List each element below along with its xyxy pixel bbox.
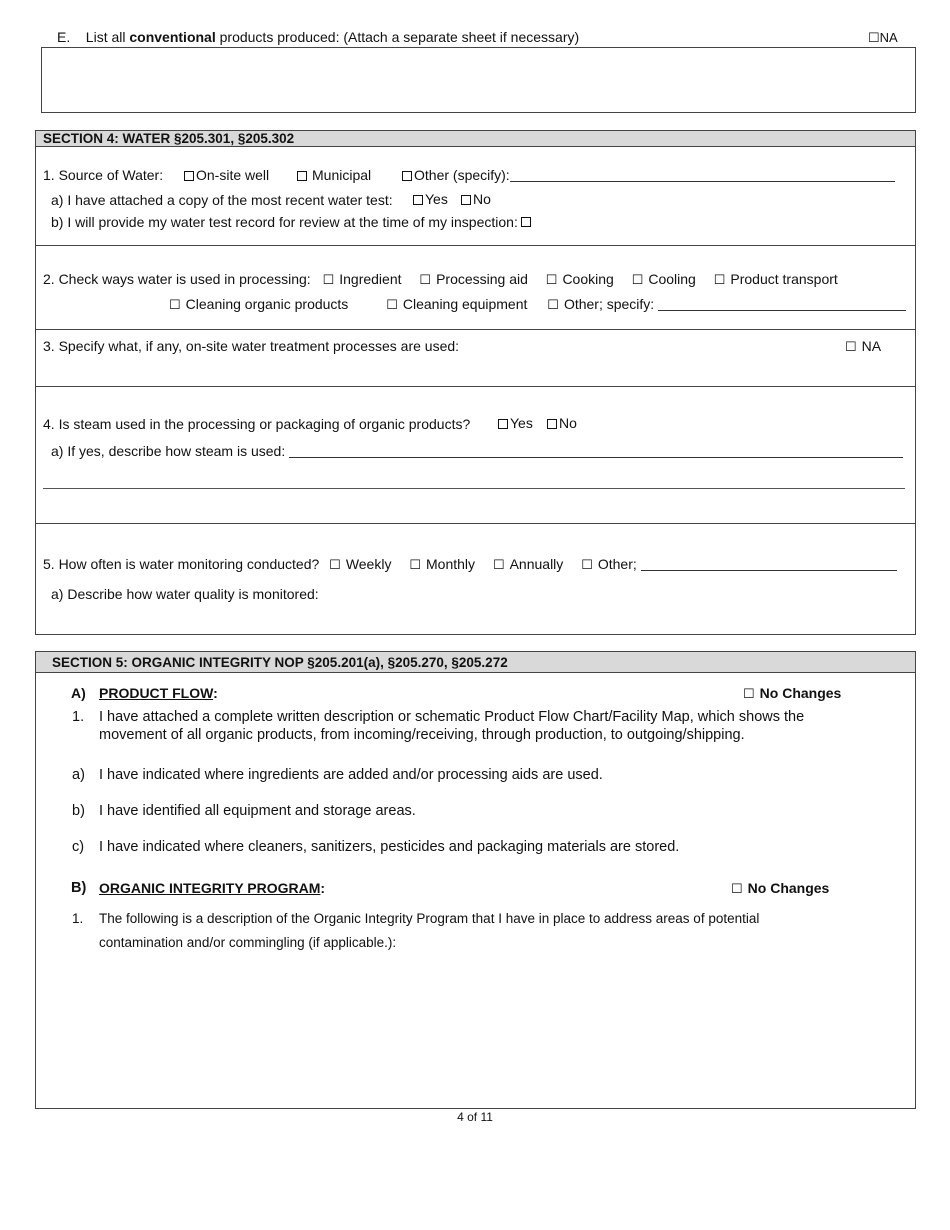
item-e-suffix: products produced: (Attach a separate sheet if necessary) bbox=[219, 29, 580, 45]
q5-option-monthly[interactable] bbox=[409, 556, 475, 572]
section-b-item1-line2: contamination and/or commingling (if applicable.): bbox=[99, 935, 397, 950]
q2-option-cleaning-equipment[interactable] bbox=[386, 296, 527, 312]
q2-row2 bbox=[169, 296, 906, 313]
divider bbox=[35, 245, 916, 246]
checkbox-icon[interactable]: ☐ bbox=[743, 686, 755, 701]
checkbox-icon[interactable] bbox=[402, 171, 412, 181]
item-e-bold-word: conventional bbox=[129, 29, 216, 45]
na-label: NA bbox=[879, 30, 898, 45]
q2-option-processing-aid[interactable] bbox=[419, 271, 527, 287]
option-label: Product transport bbox=[730, 271, 838, 287]
q1a-no-option[interactable] bbox=[461, 191, 491, 207]
q3-na-option[interactable] bbox=[845, 338, 881, 355]
q4a-label: a) If yes, describe how steam is used: bbox=[51, 443, 286, 459]
divider bbox=[35, 329, 916, 330]
conventional-products-textarea[interactable] bbox=[41, 47, 916, 113]
option-label: Cooling bbox=[648, 271, 696, 287]
q5-option-other[interactable] bbox=[581, 556, 897, 572]
q1b-checkbox[interactable] bbox=[521, 213, 533, 229]
checkbox-icon[interactable]: ☐ bbox=[322, 272, 335, 287]
divider bbox=[35, 523, 916, 524]
checkbox-icon[interactable]: ☐ bbox=[868, 30, 880, 45]
checkbox-icon[interactable]: ☐ bbox=[329, 557, 341, 572]
yes-label: Yes bbox=[425, 191, 448, 207]
q1a-text: a) I have attached a copy of the most recent water test: bbox=[51, 192, 393, 208]
section-a-item-c-num: c) bbox=[72, 839, 85, 855]
checkbox-icon[interactable] bbox=[498, 419, 508, 429]
checkbox-icon[interactable] bbox=[297, 171, 307, 181]
section-a-item-a: I have indicated where ingredients are added and/or processing aids are used. bbox=[99, 767, 603, 783]
option-label: On-site well bbox=[196, 167, 270, 183]
q5-option-annually[interactable] bbox=[493, 556, 563, 572]
yes-label: Yes bbox=[510, 415, 533, 431]
q2-option-product-transport[interactable] bbox=[714, 271, 838, 287]
section-b-item1-num: 1. bbox=[72, 911, 84, 926]
checkbox-icon[interactable]: ☐ bbox=[169, 297, 181, 312]
option-label: Monthly bbox=[426, 556, 476, 572]
steam-description-line[interactable] bbox=[289, 445, 903, 458]
divider bbox=[35, 386, 916, 387]
q4-no-option[interactable] bbox=[547, 415, 577, 431]
section-5-header: SECTION 5: ORGANIC INTEGRITY NOP §205.201(a), §205.270, §205.272 bbox=[35, 651, 916, 673]
section-a-item-b: I have identified all equipment and storage areas. bbox=[99, 803, 416, 819]
na-label: NA bbox=[861, 338, 882, 354]
no-changes-label: No Changes bbox=[759, 685, 842, 701]
organic-integrity-program-title: ORGANIC INTEGRITY PROGRAM bbox=[99, 880, 321, 896]
option-label: Other (specify): bbox=[414, 167, 510, 183]
checkbox-icon[interactable]: ☐ bbox=[845, 339, 857, 354]
q2-label bbox=[43, 271, 838, 288]
section-a-letter: A) bbox=[71, 685, 86, 701]
no-label: No bbox=[559, 415, 577, 431]
item-e-letter: E. bbox=[57, 29, 71, 45]
section-a-item-a-num: a) bbox=[72, 767, 85, 783]
no-changes-label: No Changes bbox=[747, 880, 830, 896]
q5a-text: a) Describe how water quality is monitored: bbox=[51, 586, 319, 602]
q1-label: 1. Source of Water: bbox=[43, 167, 164, 183]
section-a-item1-num: 1. bbox=[72, 709, 85, 725]
section-b-letter: B) bbox=[71, 880, 87, 896]
option-label: Processing aid bbox=[436, 271, 528, 287]
section-b-item1-line1: The following is a description of the Organic Integrity Program that I have in place to address areas of potential bbox=[99, 911, 760, 926]
section-a-no-changes-option[interactable] bbox=[743, 685, 841, 702]
q2-option-cooling[interactable] bbox=[632, 271, 696, 287]
q4-yes-option[interactable] bbox=[498, 415, 533, 431]
checkbox-icon[interactable]: ☐ bbox=[419, 272, 432, 287]
other-specify-line[interactable] bbox=[510, 169, 895, 182]
item-e-na-option[interactable] bbox=[868, 30, 898, 46]
option-label: Cleaning equipment bbox=[402, 296, 528, 312]
q5-label bbox=[43, 556, 897, 573]
section-a-title: PRODUCT FLOW: bbox=[99, 685, 218, 701]
checkbox-icon[interactable]: ☐ bbox=[581, 557, 593, 572]
product-flow-title: PRODUCT FLOW bbox=[99, 685, 214, 701]
option-label: Other; specify: bbox=[563, 296, 655, 312]
option-label: Annually bbox=[509, 556, 564, 572]
checkbox-icon[interactable]: ☐ bbox=[386, 297, 398, 312]
option-label: Cooking bbox=[562, 271, 614, 287]
checkbox-icon[interactable]: ☐ bbox=[545, 272, 558, 287]
no-label: No bbox=[473, 191, 491, 207]
checkbox-icon[interactable] bbox=[547, 419, 557, 429]
checkbox-icon[interactable] bbox=[461, 195, 471, 205]
checkbox-icon[interactable]: ☐ bbox=[731, 881, 743, 896]
checkbox-icon[interactable]: ☐ bbox=[547, 297, 559, 312]
section-a-item-c: I have indicated where cleaners, sanitizers, pesticides and packaging materials are stored. bbox=[99, 839, 680, 855]
option-label: Other; bbox=[597, 556, 637, 572]
other-specify-line[interactable] bbox=[658, 298, 906, 311]
checkbox-icon[interactable]: ☐ bbox=[631, 272, 644, 287]
q4-label: 4. Is steam used in the processing or packaging of organic products? bbox=[43, 416, 471, 432]
q1-municipal-option[interactable] bbox=[297, 167, 371, 183]
q4a-text bbox=[51, 443, 903, 459]
checkbox-icon[interactable]: ☐ bbox=[409, 557, 422, 572]
q1-onsite-well-option[interactable] bbox=[184, 167, 269, 183]
section-b-no-changes-option[interactable] bbox=[731, 880, 829, 897]
checkbox-icon[interactable]: ☐ bbox=[492, 557, 505, 572]
checkbox-icon[interactable] bbox=[521, 217, 531, 227]
checkbox-icon[interactable]: ☐ bbox=[713, 272, 726, 287]
item-e-label bbox=[57, 29, 579, 45]
page-number: 4 of 11 bbox=[457, 1110, 493, 1124]
q3-label: 3. Specify what, if any, on-site water treatment processes are used: bbox=[43, 338, 460, 354]
q1-other-option[interactable] bbox=[402, 167, 895, 183]
section-a-item1-line1: I have attached a complete written description or schematic Product Flow Chart/Facility Map, which shows the bbox=[99, 709, 805, 725]
option-label: Weekly bbox=[345, 556, 392, 572]
section-4-header: SECTION 4: WATER §205.301, §205.302 bbox=[35, 130, 916, 147]
checkbox-icon[interactable] bbox=[413, 195, 423, 205]
item-e-prefix: List all bbox=[85, 29, 126, 45]
other-specify-line[interactable] bbox=[641, 558, 897, 571]
option-label: Cleaning organic products bbox=[185, 296, 349, 312]
steam-description-line-2[interactable] bbox=[43, 488, 905, 489]
option-label: Municipal bbox=[312, 167, 372, 183]
section-a-item-b-num: b) bbox=[72, 803, 85, 819]
option-label: Ingredient bbox=[339, 271, 402, 287]
q1b-text: b) I will provide my water test record for review at the time of my inspection: bbox=[51, 214, 518, 230]
checkbox-icon[interactable] bbox=[184, 171, 194, 181]
q2-label-text: 2. Check ways water is used in processing: bbox=[43, 271, 311, 287]
q5-label-text: 5. How often is water monitoring conducted? bbox=[43, 556, 320, 572]
q1a-yes-option[interactable] bbox=[413, 191, 448, 207]
q2-option-ingredient[interactable] bbox=[323, 271, 402, 287]
q2-option-cooking[interactable] bbox=[546, 271, 614, 287]
section-b-title: ORGANIC INTEGRITY PROGRAM: bbox=[99, 880, 326, 896]
q2-option-other[interactable] bbox=[547, 296, 906, 312]
organic-integrity-description-area[interactable] bbox=[99, 960, 899, 1100]
section-a-item1-line2: movement of all organic products, from incoming/receiving, through production, to outgoing/shipping. bbox=[99, 727, 745, 743]
q2-option-cleaning-products[interactable] bbox=[169, 296, 348, 312]
q5-option-weekly[interactable] bbox=[329, 556, 391, 572]
